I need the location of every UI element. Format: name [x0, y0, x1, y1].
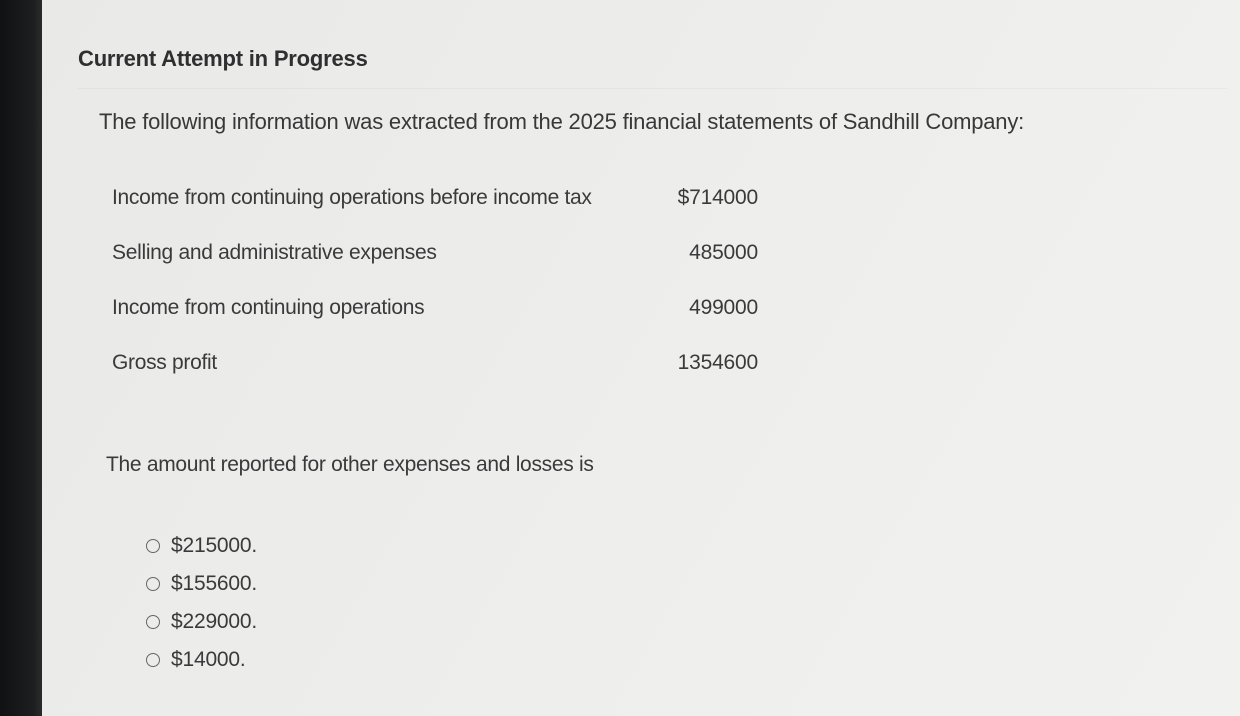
answer-option-label: $215000. — [171, 534, 257, 557]
data-row-value: 499000 — [689, 296, 758, 319]
data-row-value: $714000 — [677, 186, 758, 209]
data-row-label: Income from continuing operations before income tax — [112, 186, 592, 209]
answer-option-2[interactable] — [146, 565, 257, 603]
monitor-bezel — [0, 0, 42, 716]
data-row — [112, 180, 772, 235]
radio-button-icon[interactable] — [146, 539, 160, 553]
data-row-value: 485000 — [689, 241, 758, 264]
radio-button-icon[interactable] — [146, 653, 160, 667]
problem-intro: The following information was extracted from the 2025 financial statements of Sandhill Company: — [99, 109, 1025, 134]
answer-option-3[interactable] — [146, 603, 257, 641]
data-row-label: Income from continuing operations — [112, 296, 425, 319]
data-row-label: Selling and administrative expenses — [112, 241, 437, 264]
answer-option-label: $14000. — [171, 648, 246, 671]
financial-data-table — [112, 180, 772, 400]
header-divider — [78, 88, 1228, 89]
data-row-label: Gross profit — [112, 351, 217, 374]
question-text: The amount reported for other expenses and losses is — [106, 453, 594, 476]
answer-option-4[interactable] — [146, 641, 257, 679]
data-row — [112, 345, 772, 400]
answer-options — [146, 527, 257, 679]
data-row — [112, 290, 772, 345]
answer-option-1[interactable] — [146, 527, 257, 565]
answer-option-label: $229000. — [171, 610, 257, 633]
question-panel — [42, 0, 1240, 716]
data-row — [112, 235, 772, 290]
attempt-header: Current Attempt in Progress — [78, 46, 368, 71]
radio-button-icon[interactable] — [146, 577, 160, 591]
answer-option-label: $155600. — [171, 572, 257, 595]
data-row-value: 1354600 — [677, 351, 758, 374]
radio-button-icon[interactable] — [146, 615, 160, 629]
